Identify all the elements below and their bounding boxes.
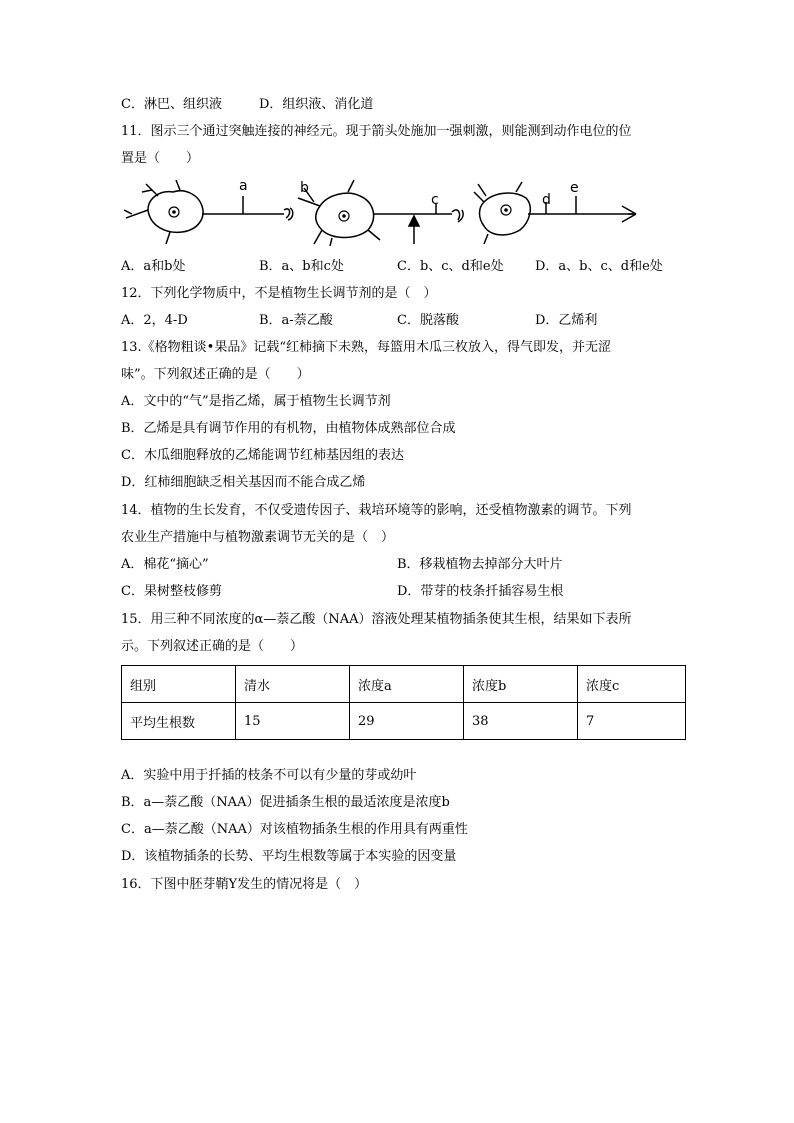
- q12-option-c: C．脱落酸: [397, 313, 459, 328]
- q11-option-d: D．a、b、c、d和e处: [535, 259, 663, 274]
- stimulus-arrow: [409, 216, 419, 244]
- table-header-cell: 浓度c: [578, 666, 686, 703]
- label-a: a: [239, 178, 248, 194]
- label-b: b: [300, 180, 309, 196]
- q15-results-table: [121, 665, 686, 740]
- q12-option-b: B．a-萘乙酸: [259, 313, 333, 328]
- q10-option-c: C．淋巴、组织液: [121, 97, 222, 112]
- neuron-diagram: [118, 178, 643, 248]
- table-cell: 平均生根数: [122, 703, 236, 740]
- q11-stem-line2: 置是（ ）: [121, 151, 200, 166]
- table-row: [122, 703, 686, 740]
- label-d: d: [542, 192, 551, 208]
- q10-option-d: D．组织液、消化道: [259, 97, 374, 112]
- table-header-cell: 浓度b: [464, 666, 578, 703]
- q15-option-c: C．a—萘乙酸（NAA）对该植物插条生根的作用具有两重性: [121, 822, 468, 837]
- q12-stem: 12．下列化学物质中，不是植物生长调节剂的是（ ）: [121, 286, 437, 301]
- q15-option-b: B．a—萘乙酸（NAA）促进插条生根的最适浓度是浓度b: [121, 795, 450, 810]
- q15-option-d: D．该植物插条的长势、平均生根数等属于本实验的因变量: [121, 849, 457, 864]
- table-header-row: [122, 666, 686, 703]
- q11-stem-line1: 11．图示三个通过突触连接的神经元。现于箭头处施加一强刺激，则能测到动作电位的位: [121, 124, 632, 139]
- table-header-cell: 组别: [122, 666, 236, 703]
- q16-stem: 16．下图中胚芽鞘Y发生的情况将是（ ）: [121, 877, 368, 892]
- q15-stem-line1: 15．用三种不同浓度的α—萘乙酸（NAA）溶液处理某植物插条使其生根，结果如下表所: [121, 612, 632, 627]
- q11-option-a: A．a和b处: [121, 259, 186, 274]
- q11-option-c: C．b、c、d和e处: [397, 259, 504, 274]
- table-header-cell: 清水: [236, 666, 350, 703]
- table-cell: 15: [236, 703, 350, 740]
- label-c: c: [431, 192, 439, 208]
- q13-option-a: A．文中的“气”是指乙烯，属于植物生长调节剂: [121, 394, 391, 409]
- table-cell: 29: [350, 703, 464, 740]
- q13-stem-line1: 13.《格物粗谈•果品》记载“红柿摘下未熟，每篮用木瓜三枚放入，得气即发，并无涩: [121, 340, 611, 355]
- q15-option-a: A．实验中用于扦插的枝条不可以有少量的芽或幼叶: [121, 768, 417, 783]
- q13-option-b: B．乙烯是具有调节作用的有机物，由植物体成熟部位合成: [121, 421, 456, 436]
- q15-stem-line2: 示。下列叙述正确的是（ ）: [121, 639, 304, 654]
- q11-option-b: B．a、b和c处: [259, 259, 344, 274]
- q14-stem-line2: 农业生产措施中与植物激素调节无关的是（ ）: [121, 530, 395, 545]
- q12-option-d: D．乙烯利: [535, 313, 598, 328]
- q14-option-c: C．果树整枝修剪: [121, 584, 222, 599]
- neuron-3-body: [480, 193, 531, 235]
- label-e: e: [570, 180, 579, 196]
- q14-stem-line1: 14．植物的生长发育，不仅受遗传因子、栽培环境等的影响，还受植物激素的调节。下列: [121, 503, 632, 518]
- table-header-cell: 浓度a: [350, 666, 464, 703]
- q13-option-d: D．红柿细胞缺乏相关基因而不能合成乙烯: [121, 475, 366, 490]
- q13-stem-line2: 味”。下列叙述正确的是（ ）: [121, 367, 310, 382]
- table-cell: 38: [464, 703, 578, 740]
- q14-option-d: D．带芽的枝条扦插容易生根: [397, 584, 564, 599]
- table-cell: 7: [578, 703, 686, 740]
- q14-option-b: B．移栽植物去掉部分大叶片: [397, 557, 563, 572]
- q14-option-a: A．棉花“摘心”: [121, 557, 209, 572]
- q12-option-a: A．2，4-D: [121, 313, 188, 328]
- q13-option-c: C．木瓜细胞释放的乙烯能调节红柿基因组的表达: [121, 448, 404, 463]
